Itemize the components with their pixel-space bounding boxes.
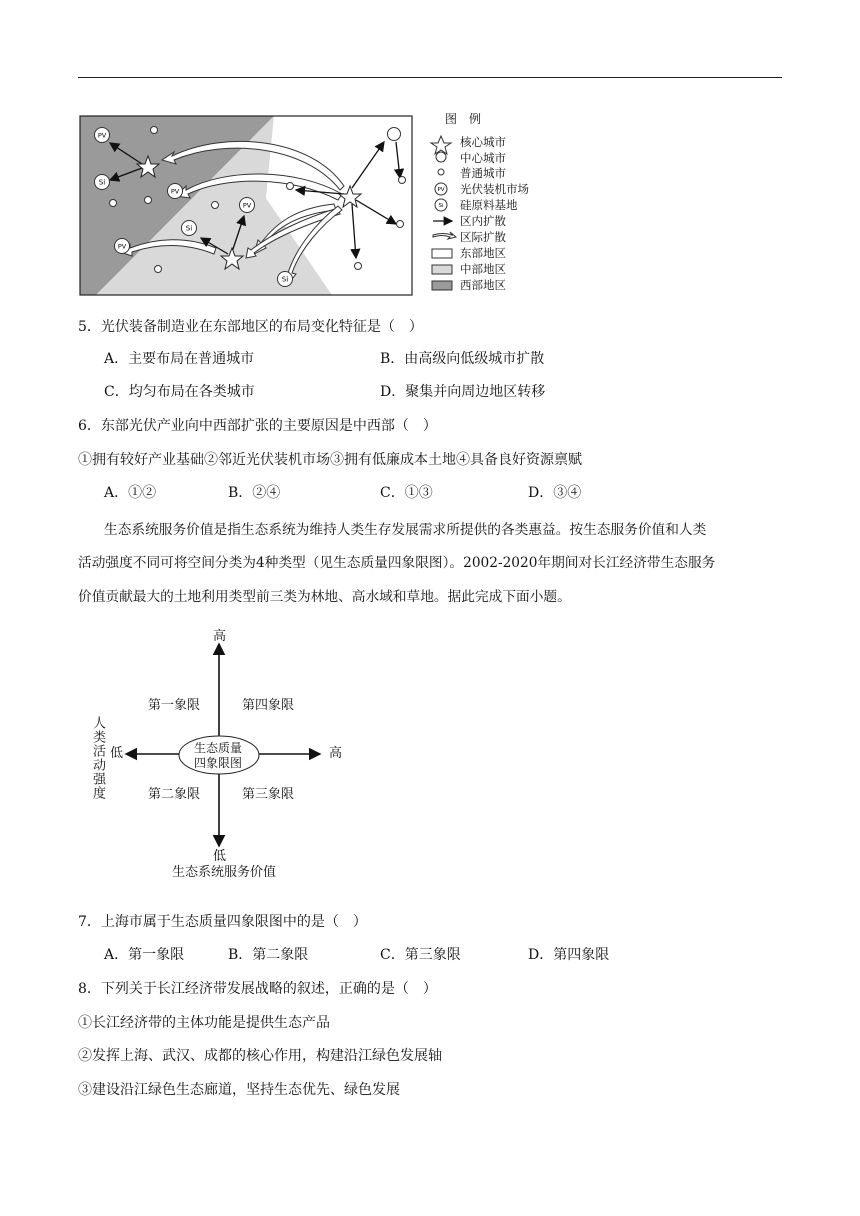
q6-option-d[interactable]: D．③④ xyxy=(528,485,582,501)
q7-option-b[interactable]: B．第二象限 xyxy=(228,947,309,963)
q6-stem: 6．东部光伏产业向中西部扩张的主要原因是中西部（ ） xyxy=(78,418,437,434)
legend-east: 东部地区 xyxy=(460,246,506,260)
legend-pv-symbol: PV xyxy=(437,187,445,193)
legend-intra-diffusion: 区内扩散 xyxy=(460,214,506,228)
quadrant-q2-label: 第二象限 xyxy=(148,787,201,802)
pv-industry-map xyxy=(76,108,526,300)
pv-marker-label: PV xyxy=(97,131,107,140)
quadrant-left-label: 低 xyxy=(110,746,124,761)
legend-title: 图例 xyxy=(445,112,494,126)
passage-line-2: 活动强度不同可将空间分类为4种类型（见生态质量四象限图）。2002-2020年期间对长江经济带生态服务 xyxy=(78,555,716,571)
legend-core-city: 核心城市 xyxy=(460,135,506,149)
legend-central-city: 中心城市 xyxy=(460,151,506,165)
quadrant-top-label: 高 xyxy=(213,629,227,644)
passage-line-3: 价值贡献最大的土地利用类型前三类为林地、高水域和草地。据此完成下面小题。 xyxy=(78,589,571,605)
quadrant-y-title: 人类活动强度 xyxy=(90,716,105,800)
quadrant-center-line-1: 生态质量 xyxy=(194,741,243,755)
q8-item-1: ①长江经济带的主体功能是提供生态产品 xyxy=(78,1015,330,1031)
quadrant-center-line-2: 四象限图 xyxy=(194,756,243,770)
legend-si-base: 硅原料基地 xyxy=(460,198,518,212)
si-marker-label: Si xyxy=(281,275,289,284)
q5-option-d[interactable]: D．聚集并向周边地区转移 xyxy=(380,384,546,400)
quadrant-right-label: 高 xyxy=(329,746,343,761)
legend-west: 西部地区 xyxy=(460,278,506,292)
q7-option-c[interactable]: C．第三象限 xyxy=(380,947,461,963)
q5-stem: 5．光伏装备制造业在东部地区的布局变化特征是（ ） xyxy=(78,319,423,335)
q8-stem: 8．下列关于长江经济带发展战略的叙述，正确的是（ ） xyxy=(78,981,437,997)
q8-item-3: ③建设沿江绿色生态廊道，坚持生态优先、绿色发展 xyxy=(78,1082,400,1098)
si-marker-label: Si xyxy=(185,224,193,233)
q5-option-a[interactable]: A．主要布局在普通城市 xyxy=(104,351,255,367)
si-marker-label: Si xyxy=(98,178,106,187)
legend-si-symbol: Si xyxy=(438,203,444,209)
quadrant-bottom-label: 低 xyxy=(213,849,227,864)
pv-marker-label: PV xyxy=(170,187,180,196)
legend-symbols xyxy=(431,136,456,290)
q6-option-a[interactable]: A．①② xyxy=(104,485,157,501)
pv-marker-label: PV xyxy=(242,201,252,210)
q8-item-2: ②发挥上海、武汉、成都的核心作用，构建沿江绿色发展轴 xyxy=(78,1048,442,1064)
q6-items: ①拥有较好产业基础②邻近光伏装机市场③拥有低廉成本土地④具备良好资源禀赋 xyxy=(78,452,582,468)
legend-inter-diffusion: 区际扩散 xyxy=(460,230,506,244)
q7-option-a[interactable]: A．第一象限 xyxy=(104,947,185,963)
quadrant-q4-label: 第四象限 xyxy=(242,698,295,713)
pv-marker-label: PV xyxy=(117,242,127,251)
legend-pv-market: 光伏装机市场 xyxy=(460,182,529,196)
q6-option-c[interactable]: C．①③ xyxy=(380,485,433,501)
passage-line-1: 生态系统服务价值是指生态系统为维持人类生存发展需求所提供的各类惠益。按生态服务价值和人类 xyxy=(104,522,707,538)
q7-option-d[interactable]: D．第四象限 xyxy=(528,947,610,963)
legend-ordinary-city: 普通城市 xyxy=(460,166,506,180)
q7-stem: 7．上海市属于生态质量四象限图中的是（ ） xyxy=(78,914,367,930)
legend-middle: 中部地区 xyxy=(460,262,506,276)
q5-option-c[interactable]: C．均匀布局在各类城市 xyxy=(104,384,255,400)
q6-option-b[interactable]: B．②④ xyxy=(228,485,281,501)
quadrant-x-title: 生态系统服务价值 xyxy=(172,865,277,880)
q5-option-b[interactable]: B．由高级向低级城市扩散 xyxy=(380,351,545,367)
quadrant-q3-label: 第三象限 xyxy=(242,787,295,802)
quadrant-q1-label: 第一象限 xyxy=(148,698,201,713)
header-rule xyxy=(78,77,782,78)
